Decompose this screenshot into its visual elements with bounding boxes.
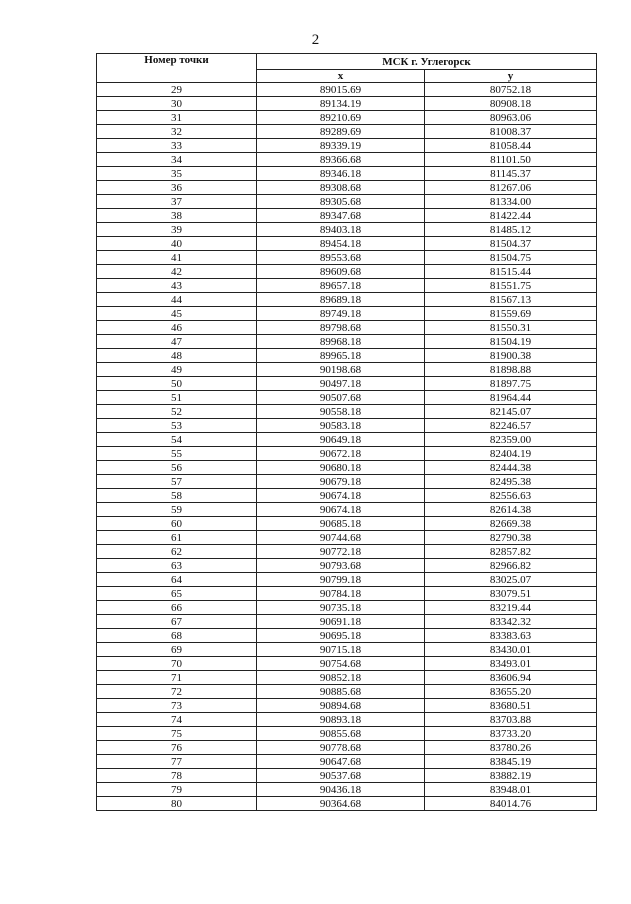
cell-x: 90198.68 — [257, 363, 425, 377]
table-row — [97, 447, 597, 461]
cell-x: 90537.68 — [257, 769, 425, 783]
cell-x: 89346.18 — [257, 167, 425, 181]
cell-point-number: 43 — [97, 279, 257, 293]
cell-point-number: 36 — [97, 181, 257, 195]
cell-x: 90754.68 — [257, 657, 425, 671]
cell-point-number: 60 — [97, 517, 257, 531]
cell-point-number: 62 — [97, 545, 257, 559]
cell-y: 82495.38 — [425, 475, 597, 489]
cell-y: 83703.88 — [425, 713, 597, 727]
cell-y: 81504.37 — [425, 237, 597, 251]
table-row — [97, 699, 597, 713]
cell-x: 89965.18 — [257, 349, 425, 363]
cell-y: 81559.69 — [425, 307, 597, 321]
cell-point-number: 78 — [97, 769, 257, 783]
cell-y: 83948.01 — [425, 783, 597, 797]
cell-point-number: 64 — [97, 573, 257, 587]
cell-point-number: 31 — [97, 111, 257, 125]
table-row — [97, 111, 597, 125]
cell-x: 90647.68 — [257, 755, 425, 769]
table-row — [97, 559, 597, 573]
table-row — [97, 307, 597, 321]
cell-y: 83780.26 — [425, 741, 597, 755]
page-number: 2 — [311, 32, 320, 48]
cell-point-number: 80 — [97, 797, 257, 811]
table-row — [97, 797, 597, 811]
cell-x: 90507.68 — [257, 391, 425, 405]
cell-point-number: 66 — [97, 601, 257, 615]
table-row — [97, 713, 597, 727]
cell-x: 90497.18 — [257, 377, 425, 391]
cell-y: 83342.32 — [425, 615, 597, 629]
cell-point-number: 69 — [97, 643, 257, 657]
table-row — [97, 629, 597, 643]
table-body — [97, 83, 597, 811]
cell-point-number: 55 — [97, 447, 257, 461]
cell-x: 90695.18 — [257, 629, 425, 643]
cell-y: 81267.06 — [425, 181, 597, 195]
cell-y: 83219.44 — [425, 601, 597, 615]
cell-x: 90649.18 — [257, 433, 425, 447]
table-row — [97, 503, 597, 517]
table-row — [97, 405, 597, 419]
cell-point-number: 63 — [97, 559, 257, 573]
cell-x: 89366.68 — [257, 153, 425, 167]
table-row — [97, 475, 597, 489]
cell-x: 90744.68 — [257, 531, 425, 545]
cell-y: 83493.01 — [425, 657, 597, 671]
table-row — [97, 335, 597, 349]
cell-point-number: 53 — [97, 419, 257, 433]
table-row — [97, 237, 597, 251]
table-row — [97, 349, 597, 363]
cell-point-number: 75 — [97, 727, 257, 741]
cell-point-number: 73 — [97, 699, 257, 713]
table-row — [97, 83, 597, 97]
cell-x: 90685.18 — [257, 517, 425, 531]
cell-point-number: 49 — [97, 363, 257, 377]
cell-y: 80908.18 — [425, 97, 597, 111]
table-row — [97, 279, 597, 293]
table-row — [97, 377, 597, 391]
cell-x: 89347.68 — [257, 209, 425, 223]
cell-x: 90784.18 — [257, 587, 425, 601]
cell-point-number: 65 — [97, 587, 257, 601]
cell-x: 90436.18 — [257, 783, 425, 797]
cell-x: 89454.18 — [257, 237, 425, 251]
cell-x: 90674.18 — [257, 503, 425, 517]
cell-point-number: 76 — [97, 741, 257, 755]
cell-x: 89403.18 — [257, 223, 425, 237]
cell-y: 81334.00 — [425, 195, 597, 209]
table-row — [97, 223, 597, 237]
cell-point-number: 54 — [97, 433, 257, 447]
cell-x: 89689.18 — [257, 293, 425, 307]
cell-x: 89609.68 — [257, 265, 425, 279]
cell-x: 90778.68 — [257, 741, 425, 755]
cell-point-number: 51 — [97, 391, 257, 405]
cell-point-number: 44 — [97, 293, 257, 307]
cell-y: 84014.76 — [425, 797, 597, 811]
cell-point-number: 72 — [97, 685, 257, 699]
cell-y: 81964.44 — [425, 391, 597, 405]
cell-x: 90680.18 — [257, 461, 425, 475]
cell-y: 82966.82 — [425, 559, 597, 573]
cell-point-number: 35 — [97, 167, 257, 181]
table-row — [97, 657, 597, 671]
table-row — [97, 769, 597, 783]
cell-point-number: 32 — [97, 125, 257, 139]
table-row — [97, 321, 597, 335]
table-row — [97, 433, 597, 447]
cell-y: 81101.50 — [425, 153, 597, 167]
table-row — [97, 265, 597, 279]
cell-y: 83680.51 — [425, 699, 597, 713]
table-row — [97, 671, 597, 685]
cell-x: 90674.18 — [257, 489, 425, 503]
cell-x: 89308.68 — [257, 181, 425, 195]
cell-y: 83079.51 — [425, 587, 597, 601]
table-row — [97, 587, 597, 601]
cell-x: 90885.68 — [257, 685, 425, 699]
cell-y: 81898.88 — [425, 363, 597, 377]
cell-y: 82614.38 — [425, 503, 597, 517]
cell-y: 83383.63 — [425, 629, 597, 643]
cell-y: 82359.00 — [425, 433, 597, 447]
cell-x: 89305.68 — [257, 195, 425, 209]
coordinates-table — [96, 53, 597, 811]
table-row — [97, 391, 597, 405]
cell-x: 89657.18 — [257, 279, 425, 293]
cell-x: 90772.18 — [257, 545, 425, 559]
cell-y: 81900.38 — [425, 349, 597, 363]
cell-y: 81551.75 — [425, 279, 597, 293]
cell-y: 80752.18 — [425, 83, 597, 97]
cell-point-number: 34 — [97, 153, 257, 167]
cell-y: 81515.44 — [425, 265, 597, 279]
table-row — [97, 489, 597, 503]
table-row — [97, 153, 597, 167]
table-row — [97, 741, 597, 755]
table-row — [97, 727, 597, 741]
cell-point-number: 71 — [97, 671, 257, 685]
cell-y: 81145.37 — [425, 167, 597, 181]
cell-y: 83655.20 — [425, 685, 597, 699]
cell-point-number: 30 — [97, 97, 257, 111]
table-row — [97, 97, 597, 111]
cell-x: 90691.18 — [257, 615, 425, 629]
cell-x: 90799.18 — [257, 573, 425, 587]
table-row — [97, 755, 597, 769]
cell-point-number: 74 — [97, 713, 257, 727]
cell-y: 81897.75 — [425, 377, 597, 391]
cell-y: 81504.19 — [425, 335, 597, 349]
cell-point-number: 48 — [97, 349, 257, 363]
cell-x: 90852.18 — [257, 671, 425, 685]
table-row — [97, 685, 597, 699]
table-row — [97, 181, 597, 195]
cell-point-number: 50 — [97, 377, 257, 391]
table-row — [97, 251, 597, 265]
cell-x: 90558.18 — [257, 405, 425, 419]
cell-x: 89289.69 — [257, 125, 425, 139]
cell-x: 90364.68 — [257, 797, 425, 811]
cell-point-number: 46 — [97, 321, 257, 335]
cell-x: 89134.19 — [257, 97, 425, 111]
cell-point-number: 77 — [97, 755, 257, 769]
table-row — [97, 545, 597, 559]
table-row — [97, 461, 597, 475]
table-row — [97, 167, 597, 181]
cell-y: 83882.19 — [425, 769, 597, 783]
cell-x: 90672.18 — [257, 447, 425, 461]
table-row — [97, 531, 597, 545]
cell-point-number: 45 — [97, 307, 257, 321]
table-row — [97, 601, 597, 615]
cell-point-number: 52 — [97, 405, 257, 419]
cell-x: 89015.69 — [257, 83, 425, 97]
cell-point-number: 58 — [97, 489, 257, 503]
cell-point-number: 29 — [97, 83, 257, 97]
cell-y: 81550.31 — [425, 321, 597, 335]
cell-point-number: 47 — [97, 335, 257, 349]
cell-y: 83430.01 — [425, 643, 597, 657]
header-y: y — [425, 70, 597, 83]
table-row — [97, 419, 597, 433]
cell-point-number: 37 — [97, 195, 257, 209]
cell-y: 83025.07 — [425, 573, 597, 587]
cell-y: 83845.19 — [425, 755, 597, 769]
cell-x: 90715.18 — [257, 643, 425, 657]
cell-point-number: 79 — [97, 783, 257, 797]
cell-y: 82145.07 — [425, 405, 597, 419]
cell-point-number: 59 — [97, 503, 257, 517]
cell-point-number: 61 — [97, 531, 257, 545]
cell-y: 82857.82 — [425, 545, 597, 559]
cell-point-number: 40 — [97, 237, 257, 251]
cell-point-number: 41 — [97, 251, 257, 265]
cell-point-number: 67 — [97, 615, 257, 629]
table-row — [97, 615, 597, 629]
table-row — [97, 195, 597, 209]
cell-point-number: 56 — [97, 461, 257, 475]
cell-point-number: 33 — [97, 139, 257, 153]
cell-point-number: 70 — [97, 657, 257, 671]
cell-x: 90735.18 — [257, 601, 425, 615]
cell-y: 82556.63 — [425, 489, 597, 503]
cell-y: 83606.94 — [425, 671, 597, 685]
cell-x: 90583.18 — [257, 419, 425, 433]
cell-y: 82246.57 — [425, 419, 597, 433]
cell-x: 90893.18 — [257, 713, 425, 727]
cell-x: 90793.68 — [257, 559, 425, 573]
cell-y: 81567.13 — [425, 293, 597, 307]
cell-x: 89339.19 — [257, 139, 425, 153]
cell-y: 81504.75 — [425, 251, 597, 265]
cell-point-number: 38 — [97, 209, 257, 223]
cell-y: 81058.44 — [425, 139, 597, 153]
cell-x: 90894.68 — [257, 699, 425, 713]
cell-y: 82669.38 — [425, 517, 597, 531]
cell-y: 81485.12 — [425, 223, 597, 237]
table-row — [97, 125, 597, 139]
header-coordinate-system: МСК г. Углегорск — [257, 54, 597, 70]
cell-y: 82444.38 — [425, 461, 597, 475]
cell-x: 89553.68 — [257, 251, 425, 265]
cell-x: 89210.69 — [257, 111, 425, 125]
cell-y: 80963.06 — [425, 111, 597, 125]
table-row — [97, 363, 597, 377]
cell-y: 82404.19 — [425, 447, 597, 461]
header-x: x — [257, 70, 425, 83]
cell-x: 90855.68 — [257, 727, 425, 741]
table-row — [97, 643, 597, 657]
cell-point-number: 42 — [97, 265, 257, 279]
cell-point-number: 39 — [97, 223, 257, 237]
cell-y: 83733.20 — [425, 727, 597, 741]
cell-x: 89968.18 — [257, 335, 425, 349]
table-row — [97, 783, 597, 797]
cell-point-number: 68 — [97, 629, 257, 643]
cell-x: 89798.68 — [257, 321, 425, 335]
header-point-number: Номер точки — [97, 54, 257, 83]
table-row — [97, 139, 597, 153]
cell-y: 82790.38 — [425, 531, 597, 545]
table-row — [97, 517, 597, 531]
table-row — [97, 573, 597, 587]
cell-point-number: 57 — [97, 475, 257, 489]
cell-y: 81008.37 — [425, 125, 597, 139]
cell-x: 90679.18 — [257, 475, 425, 489]
cell-x: 89749.18 — [257, 307, 425, 321]
cell-y: 81422.44 — [425, 209, 597, 223]
table-row — [97, 209, 597, 223]
table-row — [97, 293, 597, 307]
